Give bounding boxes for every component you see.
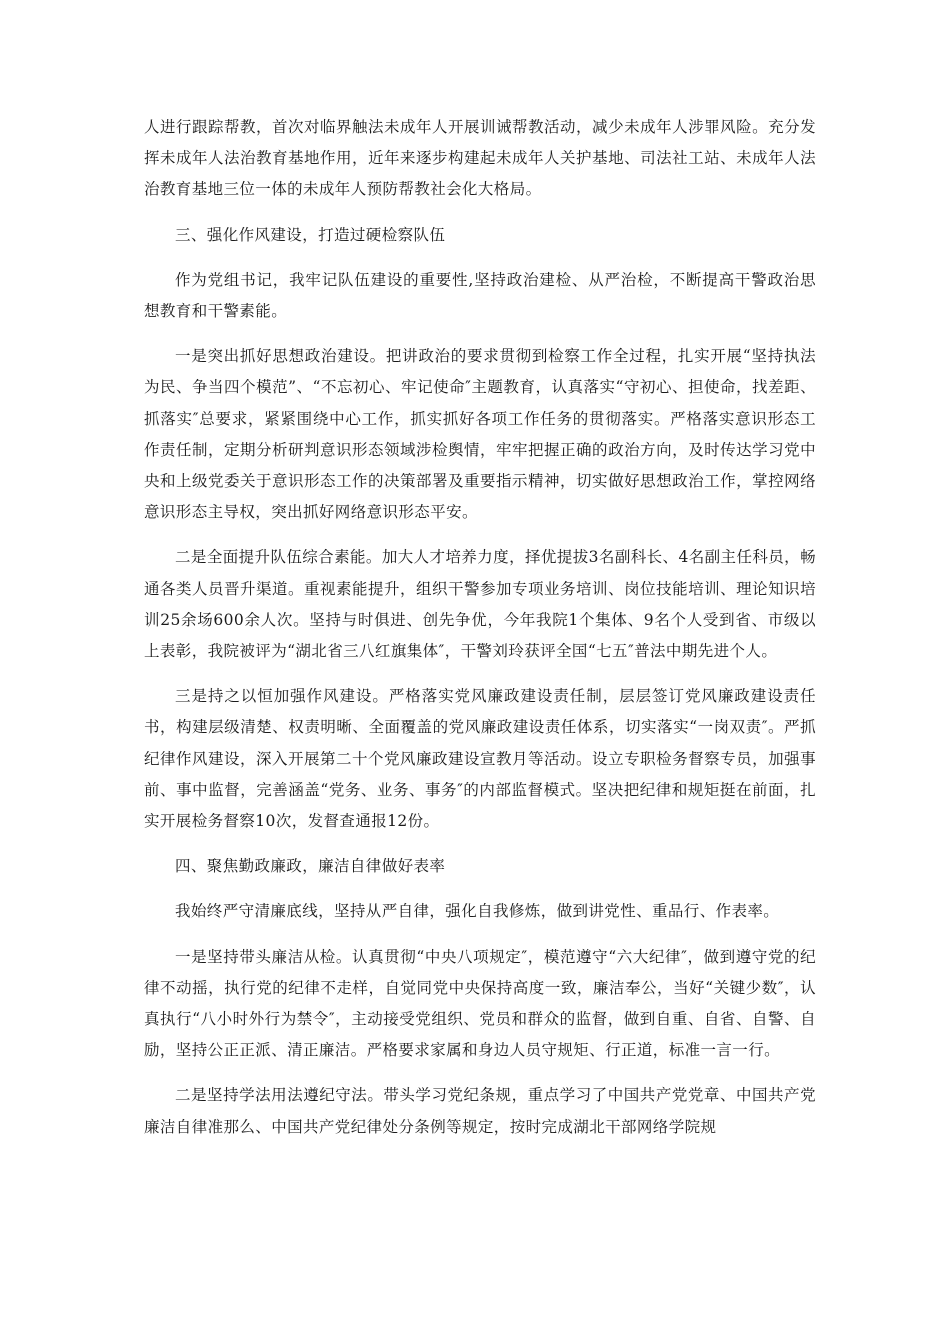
paragraph-3-3: 三是持之以恒加强作风建设。严格落实党风廉政建设责任制，层层签订党风廉政建设责任书，构建层级清楚、权责明晰、全面覆盖的党风廉政建设责任体系，切实落实“一岗双责″。严抓纪律作风建设，深入开展第二十个党风廉政建设宣教月等活动。设立专职检务督察专员，加强事前、事中监督，完善涵盖“党务、业务、事务″的内部监督模式。坚决把纪律和规矩挺在前面，扎实开展检务督察10次，发督查通报12份。 — [144, 687, 816, 831]
paragraph-intro-4: 我始终严守清廉底线，坚持从严自律，强化自我修炼，做到讲党性、重品行、作表率。 — [175, 902, 780, 921]
paragraph-continuation: 人进行跟踪帮教，首次对临界触法未成年人开展训诫帮教活动，减少未成年人涉罪风险。充分发挥未成年人法治教育基地作用，近年来逐步构建起未成年人关护基地、司法社工站、未成年人法治教育基地三位一体的未成年人预防帮教社会化大格局。 — [144, 118, 816, 199]
paragraph-4-2: 二是坚持学法用法遵纪守法。带头学习党纪条规，重点学习了中国共产党党章、中国共产党廉洁自律准那么、中国共产党纪律处分条例等规定，按时完成湖北干部网络学院规 — [144, 1086, 816, 1136]
document-body — [144, 112, 816, 1143]
section-heading-3: 三、强化作风建设，打造过硬检察队伍 — [175, 225, 446, 244]
paragraph-3-2: 二是全面提升队伍综合素能。加大人才培养力度，择优提拔3名副科长、4名副主任科员，畅通各类人员晋升渠道。重视素能提升，组织干警参加专项业务培训、岗位技能培训、理论知识培训25余场600余人次。坚持与时俱进、创先争优，今年我院1个集体、9名个人受到省、市级以上表彰，我院被评为“湖北省三八红旗集体″，干警刘玲获评全国“七五″普法中期先进个人。 — [144, 548, 816, 661]
paragraph-intro-3: 作为党组书记，我牢记队伍建设的重要性,坚持政治建检、从严治检，不断提高干警政治思想教育和干警素能。 — [144, 270, 816, 321]
section-heading-4: 四、聚焦勤政廉政，廉洁自律做好表率 — [175, 857, 446, 876]
paragraph-3-1: 一是突出抓好思想政治建设。把讲政治的要求贯彻到检察工作全过程，扎实开展“坚持执法为民、争当四个模范”、“不忘初心、牢记使命″主题教育，认真落实“守初心、担使命，找差距、抓落实″总要求，紧紧围绕中心工作，抓实抓好各项工作任务的贯彻落实。严格落实意识形态工作责任制，定期分析研判意识形态领域涉检舆情，牢牢把握正确的政治方向，及时传达学习党中央和上级党委关于意识形态工作的决策部署及重要指示精神，切实做好思想政治工作，掌控网络意识形态主导权，突出抓好网络意识形态平安。 — [144, 347, 816, 522]
paragraph-4-1: 一是坚持带头廉洁从检。认真贯彻“中央八项规定″，模范遵守“六大纪律″，做到遵守党的纪律不动摇，执行党的纪律不走样，自觉同党中央保持高度一致，廉洁奉公，当好“关键少数″，认真执行“八小时外行为禁令″，主动接受党组织、党员和群众的监督，做到自重、自省、自警、自励，坚持公正正派、清正廉洁。严格要求家属和身边人员守规矩、行正道，标准一言一行。 — [144, 947, 816, 1060]
